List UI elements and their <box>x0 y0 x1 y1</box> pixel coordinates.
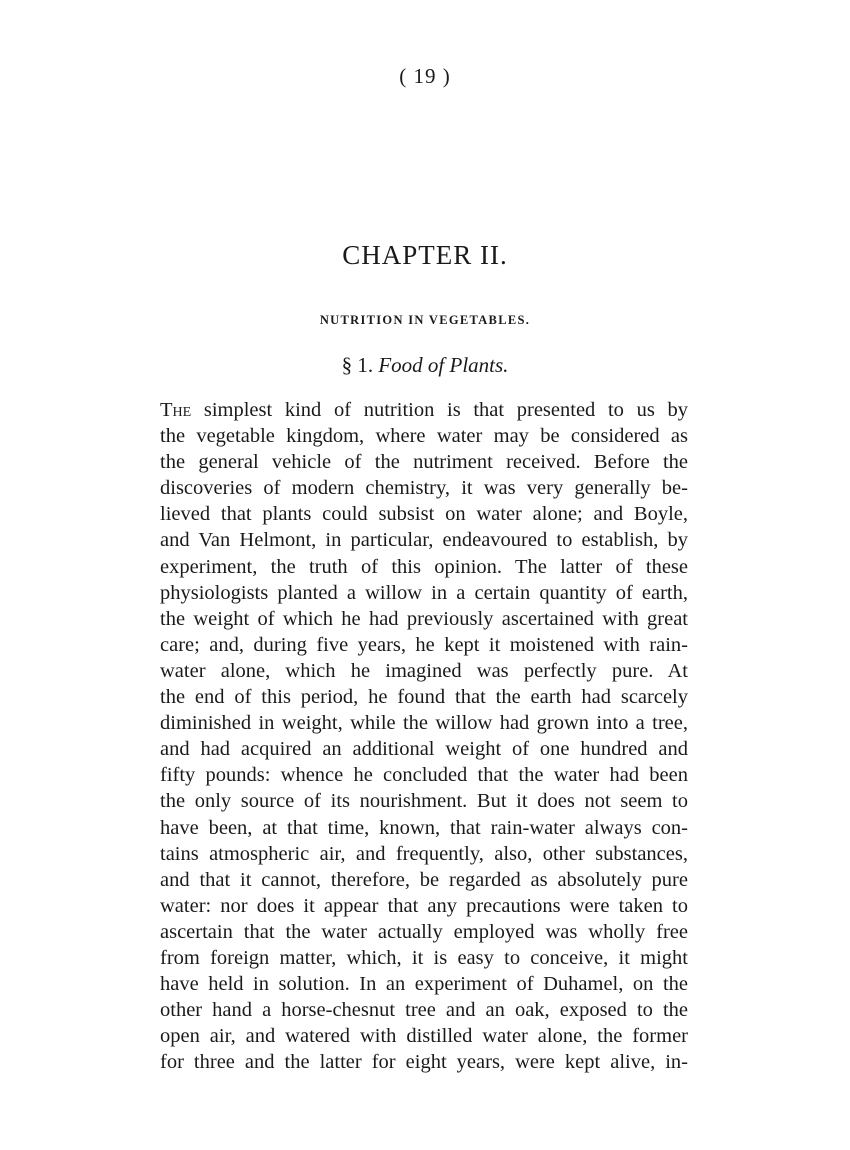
text-line: fifty pounds: whence he concluded that the water had been <box>160 764 688 787</box>
text-line: and had acquired an additional weight of one hundred and <box>160 738 688 761</box>
section-heading: NUTRITION IN VEGETABLES. <box>319 313 531 327</box>
text-line: the weight of which he had previously ascertained with great <box>160 607 688 630</box>
text-line: have held in solution. In an experiment of Duhamel, on the <box>160 973 688 996</box>
text-line: care; and, during five years, he kept it moistened with rain- <box>160 633 688 656</box>
text-line: and that it cannot, therefore, be regarded as absolutely pure <box>160 868 688 891</box>
text-line: have been, at that time, known, that rain-water always con- <box>160 816 688 839</box>
text-line: for three and the latter for eight years, were kept alive, in- <box>160 1051 688 1074</box>
text-line: tains atmospheric air, and frequently, also, other substances, <box>160 842 688 865</box>
page-number: ( 19 ) <box>399 64 451 88</box>
subsection-heading <box>0 353 850 378</box>
text-line: the general vehicle of the nutriment received. Before the <box>160 451 688 474</box>
text-line: experiment, the truth of this opinion. The latter of these <box>160 555 688 578</box>
text-line: discoveries of modern chemistry, it was very generally be- <box>160 477 688 500</box>
subsection-number: § 1. <box>341 353 374 377</box>
text-line: and Van Helmont, in particular, endeavoured to establish, by <box>160 529 688 552</box>
text-line <box>160 397 688 423</box>
text-line: water: nor does it appear that any precautions were taken to <box>160 894 688 917</box>
text-line: water alone, which he imagined was perfectly pure. At <box>160 659 688 682</box>
subsection-title: Food of Plants. <box>378 353 509 377</box>
text-line: physiologists planted a willow in a certain quantity of earth, <box>160 581 688 604</box>
chapter-title: CHAPTER II. <box>342 240 508 270</box>
text-line: diminished in weight, while the willow had grown into a tree, <box>160 712 688 735</box>
text-line: open air, and watered with distilled water alone, the former <box>160 1025 688 1048</box>
first-word: The <box>160 399 192 421</box>
line-text: simplest kind of nutrition is that presented to us by <box>191 399 688 421</box>
body-paragraph <box>160 397 688 1075</box>
text-line: lieved that plants could subsist on water alone; and Boyle, <box>160 503 688 526</box>
text-line: other hand a horse-chesnut tree and an oak, exposed to the <box>160 999 688 1022</box>
text-line: from foreign matter, which, it is easy to conceive, it might <box>160 946 688 969</box>
text-line: the vegetable kingdom, where water may be considered as <box>160 425 688 448</box>
text-line: the only source of its nourishment. But it does not seem to <box>160 790 688 813</box>
text-line: the end of this period, he found that the earth had scarcely <box>160 686 688 709</box>
text-line: ascertain that the water actually employed was wholly free <box>160 920 688 943</box>
